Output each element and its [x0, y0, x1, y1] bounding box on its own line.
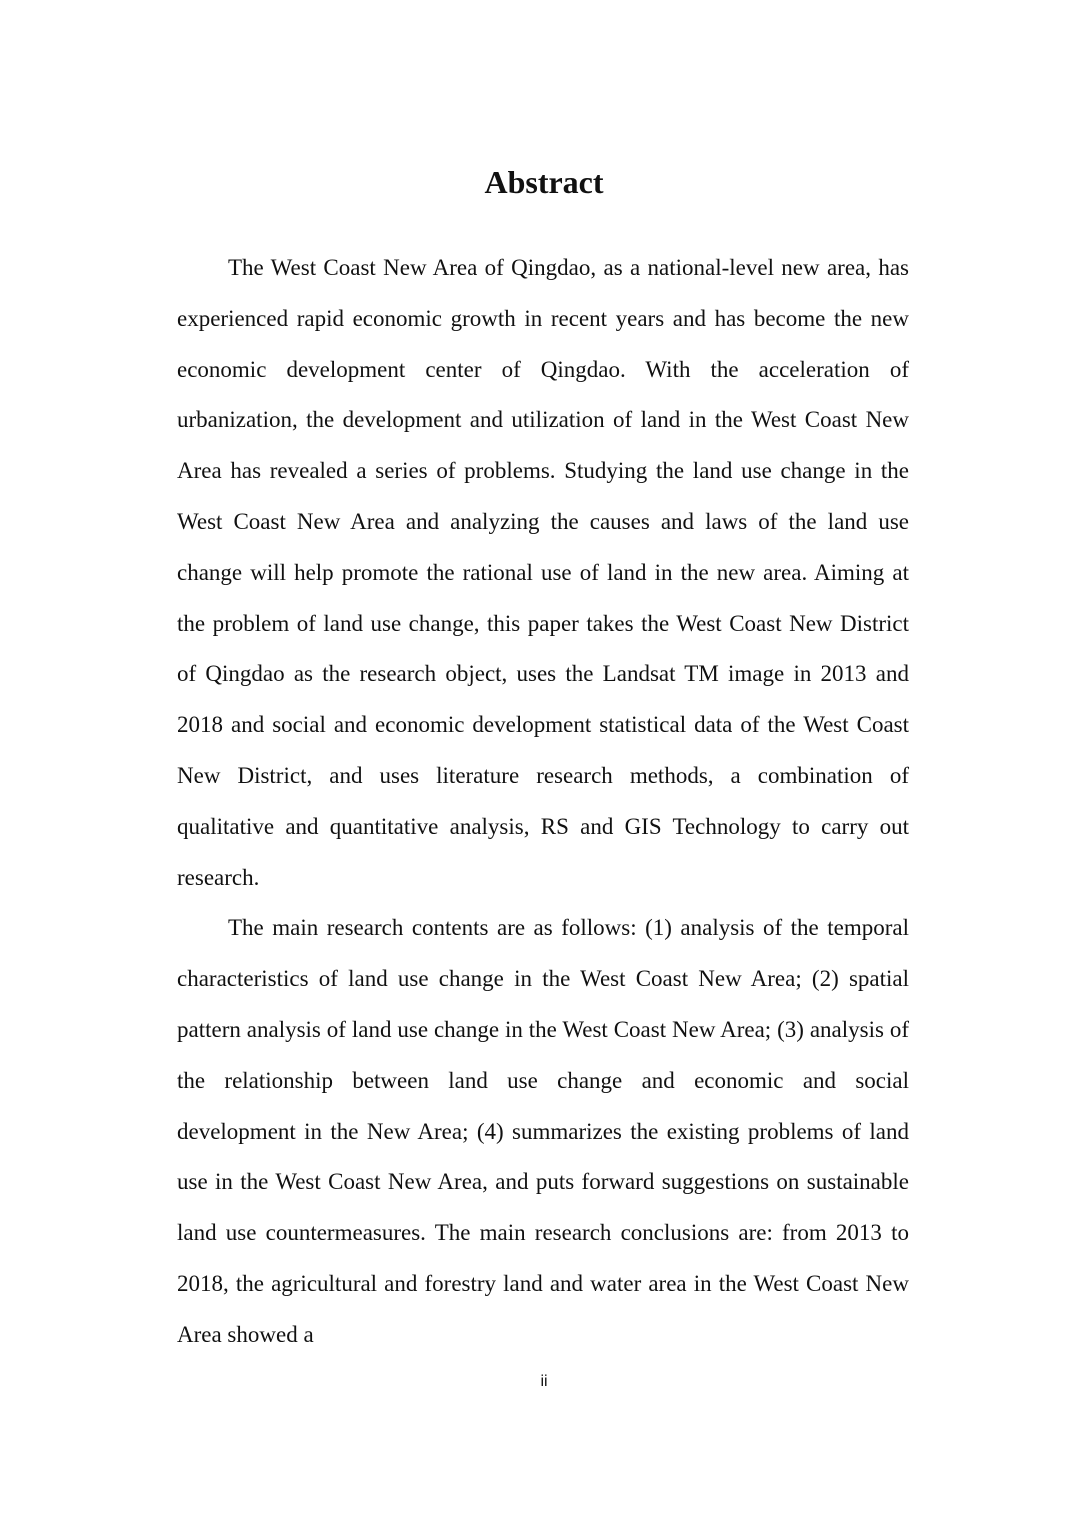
abstract-body	[177, 243, 909, 1361]
abstract-title: Abstract	[484, 164, 604, 200]
abstract-paragraph-1: The West Coast New Area of Qingdao, as a national-level new area, has experienced rapid economic growth in recent years and has become the new economic development center of Qingdao. With the acceleration of urbanization, the development and utilization of land in the West Coast New Area has revealed a series of problems. Studying the land use change in the West Coast New Area and analyzing the causes and laws of the land use change will help promote the rational use of land in the new area. Aiming at the problem of land use change, this paper takes the West Coast New District of Qingdao as the research object, uses the Landsat TM image in 2013 and 2018 and social and economic development statistical data of the West Coast New District, and uses literature research methods, a combination of qualitative and quantitative analysis, RS and GIS Technology to carry out research.	[177, 255, 909, 890]
abstract-paragraph-2: The main research contents are as follows: (1) analysis of the temporal characteristics of land use change in the West Coast New Area; (2) spatial pattern analysis of land use change in the West Coast New Area; (3) analysis of the relationship between land use change and economic and social development in the New Area; (4) summarizes the existing problems of land use in the West Coast New Area, and puts forward suggestions on sustainable land use countermeasures. The main research conclusions are: from 2013 to 2018, the agricultural and forestry land and water area in the West Coast New Area showed a	[177, 915, 909, 1347]
page-number: ii	[540, 1373, 548, 1390]
